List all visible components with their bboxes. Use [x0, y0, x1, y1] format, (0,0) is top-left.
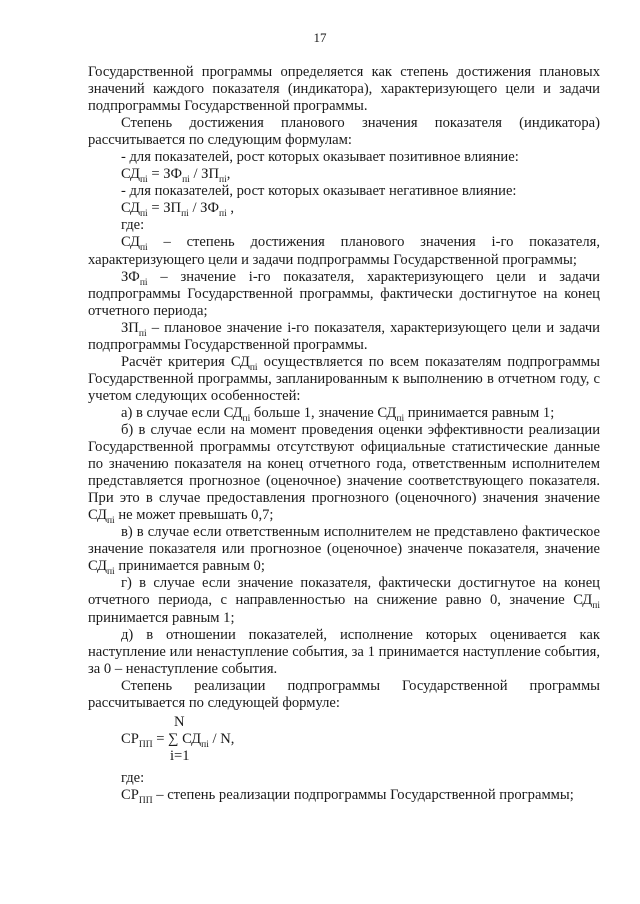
rule-b: б) в случае если на момент проведения оценки эффективности реализации Государственной программы отсутствуют официальные статистические данные по значению показателя на конец отчетного года, ответственным исполнителем представляется прогнозное (оценочное) значение соответствующего показателя. При это в случае предоставления прогнозного (оценочного) значения значение $СД_{пi}$ не может превышать 0,7;: [88, 421, 600, 527]
where-label-2: где:: [121, 769, 145, 786]
definition-zf: $ЗФ_{пi}$ – значение i-го показателя, характеризующего цели и задачи подпрограммы Государственной программы, фактически достигнутое на конец отчетного периода;: [88, 268, 600, 319]
rule-v: в) в случае если ответственным исполнителем не представлено фактическое значение показателя или прогнозное (оценочное) значенче показателя, значение $СД_{пi}$ принимается равным 0;: [88, 524, 600, 578]
sum-expression: $СР_{ПП}$ = ∑ $СД_{пi}$ / N,: [121, 730, 235, 750]
paragraph-degree-calc: Степень достижения планового значения показателя (индикатора) рассчитывается по следующим формулам:: [88, 115, 600, 149]
definition-sd: $СД_{пi}$ – степень достижения планового значения i-го показателя, характеризующего цели и задачи подпрограммы Государственной программы;: [88, 234, 600, 268]
formula-negative: $СД_{пi} = ЗП_{пi} / ЗФ_{пi}$ ,: [121, 200, 235, 220]
definition-srpp: $СР_{ПП}$ – степень реализации подпрограммы Государственной программы;: [121, 786, 574, 806]
paragraph-subprogram-degree: Степень реализации подпрограммы Государственной программы рассчитывается по следующей формуле:: [88, 677, 600, 711]
formula-sum: [88, 714, 600, 766]
document-body: [88, 64, 600, 804]
formula-positive: $СД_{пi} = ЗФ_{пi} / ЗП_{пi}$,: [121, 166, 231, 186]
page-number: 17: [313, 30, 327, 45]
definition-zp: $ЗП_{пi}$ – плановое значение i-го показателя, характеризующего цели и задачи подпрограммы Государственной программы.: [88, 319, 600, 353]
where-label: где:: [121, 217, 145, 234]
rule-a: а) в случае если $СД_{пi}$ больше 1, значение $СД_{пi}$ принимается равным 1;: [121, 404, 555, 424]
rule-d: д) в отношении показателей, исполнение которых оценивается как наступление или ненаступление события, за 1 принимается наступление события, за 0 – ненаступление события.: [88, 626, 600, 677]
sum-upper-limit: N: [174, 713, 185, 730]
paragraph-intro: Государственной программы определяется как степень достижения плановых значений каждого показателя (индикатора), характеризующего цели и задачи подпрограммы Государственной программы.: [88, 64, 600, 115]
negative-indicators-label: - для показателей, рост которых оказывает негативное влияние:: [121, 183, 517, 200]
positive-indicators-label: - для показателей, рост которых оказывает позитивное влияние:: [121, 149, 519, 166]
sum-lower-limit: i=1: [170, 747, 190, 764]
paragraph-criterion: Расчёт критерия $СД_{пi}$ осуществляется по всем показателям подпрограммы Государственной программы, запланированным к выполнению в отчетном году, с учетом следующих особенностей:: [88, 353, 600, 404]
rule-g: г) в случае если значение показателя, фактически достигнутое на конец отчетного периода, с направленностью на снижение равно 0, значение $СД_{пi}$ принимается равным 1;: [88, 575, 600, 626]
